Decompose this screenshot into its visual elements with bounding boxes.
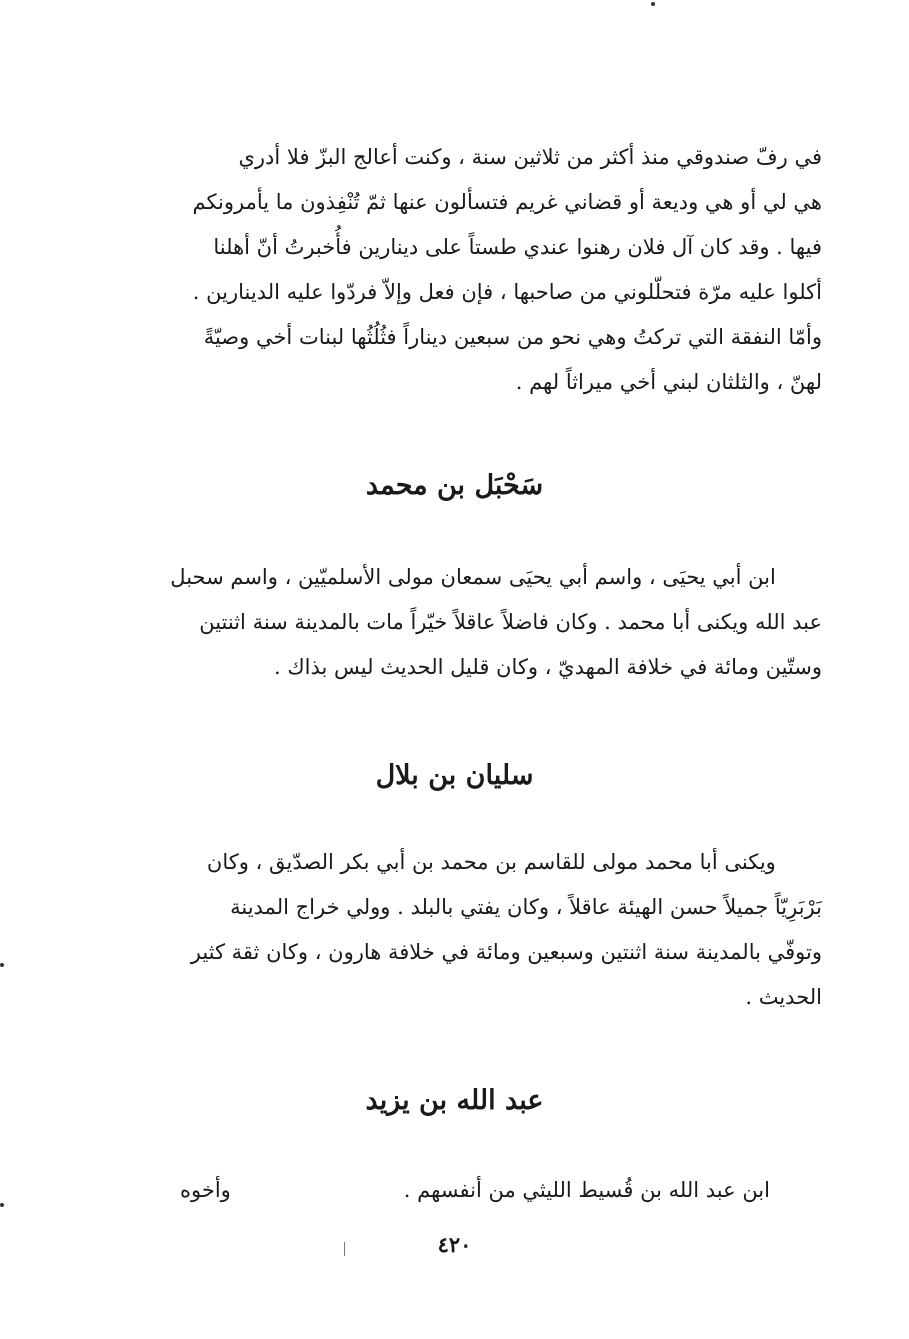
text-line: عبد الله ويكنى أبا محمد . وكان فاضلاً عاقلاً خيّراً مات بالمدينة سنة اثنتين: [199, 610, 822, 634]
text-line: ابن أبي يحيَى ، واسم أبي يحيَى سمعان مولى الأسلميّين ، واسم سحبل: [170, 565, 776, 589]
text-line: وستّين ومائة في خلافة المهديّ ، وكان قليل الحديث ليس بذاك .: [273, 655, 822, 679]
section-paragraph: [118, 840, 822, 1020]
text-line: ويكنى أبا محمد مولى للقاسم بن محمد بن أبي بكر الصدّيق ، وكان: [206, 850, 776, 874]
scan-speck: [0, 1203, 4, 1207]
text-line: في رفّ صندوقي منذ أكثر من ثلاثين سنة ، وكنت أعالج البزّ فلا أدري: [238, 145, 822, 169]
text-line: بَرْبَرِيّاً جميلاً حسن الهيئة عاقلاً ، وكان يفتي بالبلد . وولي خراج المدينة: [230, 895, 822, 919]
text-line: فيها . وقد كان آل فلان رهنوا عندي طستاً على دينارين فأُخبرتُ أنّ أهلنا: [213, 235, 822, 259]
text-line: الحديث .: [745, 985, 822, 1009]
text-line: وأمّا النفقة التي تركتُ وهي نحو من سبعين ديناراً فثُلُثُها لبنات أخي وصيّةً: [203, 325, 822, 349]
text-line: وأخوه: [180, 1178, 231, 1202]
section-paragraph: [180, 1168, 770, 1213]
scan-speck: [0, 963, 4, 967]
text-line: ابن عبد الله بن قُسيط الليثي من أنفسهم .: [403, 1178, 770, 1202]
intro-paragraph: [118, 135, 822, 405]
scan-speck: [651, 2, 655, 6]
text-line: هي لي أو هي وديعة أو قضاني غريم فتسألون عنها ثمّ تُنْفِذون ما يأمرونكم: [192, 190, 822, 214]
section-heading: سليان بن بلال: [375, 760, 534, 791]
text-line: أكلوا عليه مرّة فتحلّلوني من صاحبها ، فإن فعل وإلاّ فردّوا عليه الدينارين .: [192, 280, 822, 304]
text-line: وتوفّي بالمدينة سنة اثنتين وسبعين ومائة في خلافة هارون ، وكان ثقة كثير: [190, 940, 822, 964]
page-number: ٤٢٠: [437, 1232, 472, 1257]
section-paragraph: [118, 555, 822, 690]
section-heading: سَحْبَل بن محمد: [365, 470, 544, 501]
section-heading: عبد الله بن يزيد: [365, 1085, 544, 1116]
text-line: لهنّ ، والثلثان لبني أخي ميراثاً لهم .: [515, 370, 822, 394]
